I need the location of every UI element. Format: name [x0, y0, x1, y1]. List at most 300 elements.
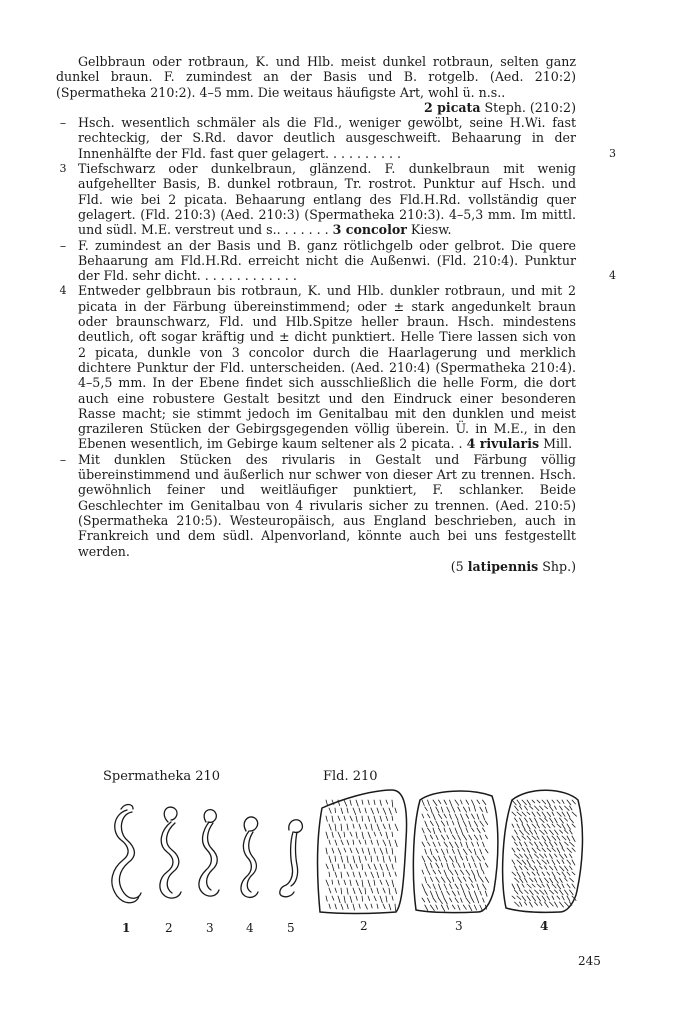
hair-stroke [477, 870, 479, 877]
hair-stroke [483, 884, 487, 890]
hair-stroke [377, 840, 379, 845]
hair-stroke [480, 877, 484, 882]
hair-stroke [335, 856, 336, 861]
hair-stroke [433, 828, 435, 834]
hair-stroke [480, 821, 484, 826]
hair-stroke [535, 890, 539, 894]
hair-stroke [356, 896, 357, 900]
hair-stroke [335, 888, 337, 892]
hair-stroke [441, 835, 444, 840]
hair-stroke [430, 891, 433, 897]
hair-stroke [530, 866, 534, 870]
hair-stroke [392, 832, 393, 837]
hair-stroke [525, 854, 529, 859]
hair-stroke [515, 878, 520, 882]
hair-stroke [515, 890, 519, 894]
hair-stroke [485, 891, 487, 896]
hair-stroke [347, 840, 349, 845]
hair-stroke [455, 800, 459, 805]
hair-stroke [350, 864, 352, 869]
hair-stroke [552, 824, 555, 827]
hair-stroke [530, 890, 534, 895]
hair-stroke [326, 832, 328, 839]
page-number: 245 [578, 954, 601, 968]
hair-stroke [540, 818, 545, 822]
hair-stroke [344, 816, 345, 820]
hair-stroke [535, 806, 539, 811]
hair-stroke [565, 818, 568, 821]
hair-stroke [392, 848, 393, 854]
hair-stroke [522, 812, 526, 816]
hair-stroke [545, 890, 548, 894]
hair-stroke [368, 816, 370, 821]
hair-stroke [520, 842, 522, 846]
hair-stroke [469, 863, 471, 868]
hair-stroke [463, 849, 467, 855]
hair-stroke [537, 896, 541, 901]
hair-stroke [374, 864, 376, 870]
hair-stroke [374, 880, 375, 885]
hair-stroke [461, 828, 463, 835]
hair-stroke [353, 904, 355, 910]
hair-stroke [395, 872, 396, 876]
hair-stroke [540, 842, 543, 846]
hair-stroke [347, 824, 348, 830]
hair-stroke [520, 818, 523, 823]
hair-stroke [537, 872, 539, 876]
hair-stroke [517, 836, 520, 840]
elytron-number-4: 4 [540, 919, 549, 933]
hair-stroke [335, 872, 337, 877]
hair-stroke [525, 830, 530, 835]
hair-stroke [422, 842, 425, 847]
hair-stroke [428, 856, 432, 862]
goto-number: 4 [609, 269, 616, 283]
hair-stroke [461, 842, 463, 846]
hair-stroke [522, 896, 526, 901]
hair-stroke [362, 896, 363, 901]
hair-stroke [362, 816, 363, 821]
hair-stroke [562, 872, 566, 877]
hair-stroke [395, 888, 397, 894]
elytron-drawing-2 [318, 790, 407, 914]
hair-stroke [562, 812, 565, 816]
hair-stroke [463, 807, 466, 812]
spermatheka-drawing-4 [241, 817, 258, 897]
hair-stroke [480, 905, 483, 911]
hair-stroke [350, 896, 352, 903]
hair-stroke [371, 904, 372, 908]
hair-stroke [383, 840, 386, 846]
hair-stroke [550, 830, 554, 835]
hair-stroke [338, 864, 339, 869]
hair-stroke [567, 824, 571, 829]
hair-stroke [557, 836, 560, 840]
hair-stroke [439, 828, 442, 832]
hair-stroke [452, 835, 455, 839]
hair-stroke [362, 832, 364, 839]
hair-stroke [463, 877, 466, 881]
hair-stroke [439, 842, 441, 846]
hair-stroke [455, 884, 458, 889]
hair-stroke [326, 848, 327, 854]
hair-stroke [522, 800, 526, 805]
hair-stroke [520, 830, 524, 835]
hair-stroke [350, 880, 351, 886]
hair-stroke [530, 902, 533, 907]
hair-stroke [425, 877, 427, 883]
hair-stroke [356, 880, 358, 886]
hair-stroke [562, 848, 565, 851]
hair-stroke [477, 842, 479, 846]
hair-stroke [547, 836, 550, 841]
hair-stroke [428, 814, 430, 818]
hair-stroke [422, 814, 424, 818]
hair-stroke [447, 877, 451, 883]
hair-stroke [338, 816, 340, 821]
hair-stroke [565, 854, 567, 858]
hair-stroke [530, 842, 533, 845]
hair-stroke [466, 800, 469, 804]
hair-stroke [341, 856, 343, 862]
hair-stroke [389, 840, 391, 846]
hair-stroke [485, 877, 488, 883]
hair-stroke [326, 816, 327, 821]
hair-stroke [430, 877, 432, 881]
hair-stroke [545, 878, 549, 883]
elytron-hatching-2 [326, 800, 398, 911]
hair-stroke [365, 840, 366, 844]
elytron-hatching-3 [422, 800, 489, 911]
hair-stroke [341, 808, 343, 814]
hair-stroke [362, 864, 363, 870]
hair-stroke [433, 842, 435, 847]
hair-stroke [436, 849, 438, 853]
hair-stroke [557, 824, 561, 828]
hair-stroke [365, 904, 367, 909]
hair-stroke [525, 806, 528, 810]
entry-dash: – [59, 115, 67, 131]
hair-stroke [428, 828, 431, 832]
hair-stroke [545, 818, 548, 821]
hair-stroke [338, 880, 339, 885]
hair-stroke [450, 870, 454, 875]
hair-stroke [570, 866, 573, 870]
hair-stroke [455, 828, 457, 834]
hair-stroke [512, 812, 516, 816]
hair-stroke [520, 878, 523, 883]
hair-stroke [392, 880, 394, 887]
hair-stroke [527, 848, 530, 853]
hair-stroke [341, 824, 342, 831]
hair-stroke [428, 870, 431, 875]
hair-stroke [560, 878, 563, 883]
hair-stroke [550, 854, 553, 859]
hair-stroke [474, 849, 476, 855]
hair-stroke [433, 898, 436, 902]
hair-stroke [472, 884, 474, 888]
hair-stroke [332, 896, 334, 900]
hair-stroke [377, 856, 378, 861]
hair-stroke [389, 824, 390, 829]
hair-stroke [441, 905, 444, 911]
hair-stroke [535, 842, 538, 847]
hair-stroke [430, 835, 432, 839]
hair-stroke [570, 890, 574, 895]
hair-stroke [532, 824, 536, 828]
hair-stroke [565, 806, 570, 810]
hair-stroke [520, 854, 523, 857]
hair-stroke [572, 800, 575, 804]
hair-stroke [485, 821, 487, 825]
hair-stroke [560, 818, 564, 823]
hair-stroke [483, 814, 485, 820]
hair-stroke [368, 800, 369, 805]
hair-stroke [430, 863, 432, 868]
hair-stroke [477, 898, 479, 903]
hair-stroke [550, 842, 553, 847]
hair-stroke [329, 840, 330, 844]
hair-stroke [356, 800, 358, 806]
species-number: 4 [466, 436, 476, 452]
hair-stroke [386, 896, 387, 902]
entry-text: Mit dunklen Stücken des rivularis in Gestalt und Färbung völlig übereinstimmend und äußerlich nur schwer von dieser Art zu trennen. Hsch. gewöhnlich feiner und weitläufiger punktiert, F. schlanker. Beide Geschlechter im Genitalbau von 4 rivularis sicher zu trennen. (Aed. 210:5) (Spermatheka 210:5). Westeuropäisch, aus England beschrieben, auch in Frankreich und dem südl. Alpenvorland, könnte auch bei uns festgestellt werden. [78, 451, 576, 559]
hair-stroke [512, 860, 515, 864]
hair-stroke [535, 830, 537, 834]
hair-stroke [515, 806, 519, 811]
hair-stroke [450, 856, 454, 862]
hair-stroke [466, 870, 470, 875]
hair-stroke [567, 860, 571, 864]
hair-stroke [469, 891, 472, 898]
hair-stroke [555, 902, 558, 907]
hair-stroke [447, 821, 448, 825]
hair-stroke [353, 856, 355, 863]
hair-stroke [389, 888, 390, 894]
hair-stroke [368, 896, 370, 901]
hair-stroke [560, 902, 564, 907]
hair-stroke [425, 849, 427, 854]
hair-stroke [552, 800, 555, 803]
hair-stroke [483, 870, 485, 874]
hair-stroke [542, 872, 545, 876]
hair-stroke [570, 842, 575, 846]
hair-stroke [463, 821, 466, 827]
hair-stroke [567, 836, 570, 841]
hair-stroke [377, 808, 379, 813]
hair-stroke [532, 800, 535, 803]
hair-stroke [329, 856, 331, 863]
hair-stroke [380, 864, 382, 870]
hair-stroke [458, 863, 460, 868]
hair-stroke [441, 891, 444, 897]
hair-stroke [347, 904, 348, 909]
hair-stroke [565, 866, 569, 871]
hair-stroke [380, 880, 382, 884]
hair-stroke [547, 812, 551, 817]
hair-stroke [567, 812, 570, 817]
entry-text: Gelbbraun oder rotbraun, K. und Hlb. meist dunkel rotbraun, selten ganz dunkel braun. F. zumindest an der Basis und B. rotgelb. (Aed. 210:2) (Spermatheka 210:2). 4–5 mm. Die weitaus häufigste Art, wohl ü. n.s.. [56, 54, 576, 100]
hair-stroke [455, 898, 458, 903]
hair-stroke [547, 860, 549, 863]
hair-stroke [527, 812, 530, 815]
hair-stroke [512, 872, 516, 876]
hair-stroke [392, 864, 393, 869]
hair-stroke [383, 904, 385, 909]
hair-stroke [444, 828, 445, 832]
hair-stroke [552, 872, 555, 877]
hair-stroke [341, 840, 343, 845]
hair-stroke [463, 905, 466, 909]
hair-stroke [480, 835, 482, 839]
spermatheka-number-5: 5 [287, 921, 295, 935]
hair-stroke [532, 836, 536, 840]
hair-stroke [466, 856, 468, 861]
spermatheka-drawing-1 [112, 805, 141, 903]
hair-stroke [540, 878, 543, 883]
hair-stroke [452, 891, 455, 896]
hair-stroke [480, 807, 483, 812]
hair-stroke [441, 821, 445, 826]
hair-stroke [572, 884, 575, 888]
hair-stroke [560, 866, 564, 871]
hair-stroke [463, 863, 465, 868]
hair-stroke [572, 860, 575, 865]
hair-stroke [530, 854, 533, 859]
hair-stroke [525, 818, 528, 822]
hair-stroke [447, 905, 449, 909]
hair-stroke [377, 824, 379, 831]
hair-stroke [386, 864, 388, 871]
hair-stroke [552, 884, 556, 888]
hair-stroke [450, 884, 453, 889]
hair-stroke [545, 806, 548, 809]
hair-stroke [353, 872, 354, 877]
hair-stroke [480, 849, 482, 854]
hair-stroke [428, 884, 431, 888]
hair-stroke [570, 818, 574, 823]
hair-stroke [450, 898, 452, 902]
hair-stroke [386, 880, 389, 886]
hair-stroke [483, 842, 485, 847]
hair-stroke [567, 848, 572, 853]
spermatheka-number-3: 3 [206, 921, 214, 935]
hair-stroke [362, 848, 364, 853]
hair-stroke [550, 818, 553, 823]
hair-stroke [439, 884, 441, 890]
hair-stroke [335, 904, 336, 909]
hair-stroke [540, 866, 543, 869]
hair-stroke [545, 866, 547, 870]
hair-stroke [535, 902, 538, 905]
hair-stroke [458, 807, 460, 811]
hair-stroke [422, 800, 424, 806]
hair-stroke [353, 888, 355, 894]
hair-stroke [450, 828, 452, 833]
hair-stroke [461, 856, 463, 860]
hair-stroke [353, 840, 354, 845]
hair-stroke [458, 877, 462, 883]
hair-stroke [512, 824, 514, 827]
hair-stroke [356, 832, 357, 838]
hair-stroke [344, 864, 345, 869]
hair-stroke [540, 854, 544, 858]
hair-stroke [422, 884, 425, 891]
hair-stroke [469, 807, 470, 811]
hair-stroke [436, 877, 439, 882]
hair-stroke [368, 848, 370, 855]
hair-stroke [365, 872, 366, 876]
hair-stroke [560, 830, 563, 833]
spermatheka-number-2: 2 [165, 921, 173, 935]
hair-stroke [477, 856, 481, 861]
hair-stroke [365, 808, 366, 813]
hair-stroke [338, 848, 341, 854]
hair-stroke [552, 812, 554, 816]
hair-stroke [452, 807, 454, 812]
hair-stroke [383, 888, 385, 893]
hair-stroke [335, 824, 336, 831]
species-name: rivularis [479, 436, 540, 452]
hair-stroke [512, 848, 515, 852]
hair-stroke [395, 856, 396, 862]
hair-stroke [380, 800, 381, 806]
hair-stroke [522, 836, 526, 839]
hair-stroke [517, 824, 519, 828]
hair-stroke [537, 824, 540, 828]
hair-stroke [560, 890, 564, 895]
hair-stroke [466, 842, 468, 848]
hair-stroke [565, 842, 569, 845]
hair-stroke [560, 842, 563, 848]
hair-stroke [439, 800, 441, 804]
hair-stroke [562, 860, 564, 864]
hair-stroke [525, 902, 527, 905]
hair-stroke [572, 836, 575, 842]
hair-stroke [380, 896, 382, 903]
hair-stroke [353, 808, 356, 815]
hair-stroke [570, 830, 573, 834]
hair-stroke [483, 856, 485, 860]
hair-stroke [395, 904, 396, 911]
hair-stroke [537, 836, 539, 839]
hair-stroke [542, 860, 547, 864]
hair-stroke [374, 848, 375, 853]
hair-stroke [527, 884, 531, 888]
hair-stroke [444, 800, 447, 805]
hair-stroke [441, 877, 445, 882]
hair-stroke [428, 800, 430, 806]
elytra-figure-label: Fld. 210 [323, 769, 378, 784]
hair-stroke [422, 870, 424, 874]
hair-stroke [565, 830, 569, 834]
spermatheka-number-4: 4 [246, 921, 254, 935]
hair-stroke [525, 878, 528, 882]
hair-stroke [555, 890, 558, 893]
hair-stroke [347, 856, 348, 863]
hair-stroke [377, 888, 379, 894]
species-name: latipennis [467, 558, 539, 574]
hair-stroke [329, 904, 330, 909]
hair-stroke [472, 856, 475, 861]
hair-stroke [380, 832, 382, 836]
hair-stroke [469, 849, 472, 853]
hair-stroke [515, 842, 518, 846]
hair-stroke [477, 884, 479, 890]
hair-stroke [537, 884, 541, 888]
hair-stroke [466, 828, 468, 833]
species-name: concolor [345, 222, 407, 238]
